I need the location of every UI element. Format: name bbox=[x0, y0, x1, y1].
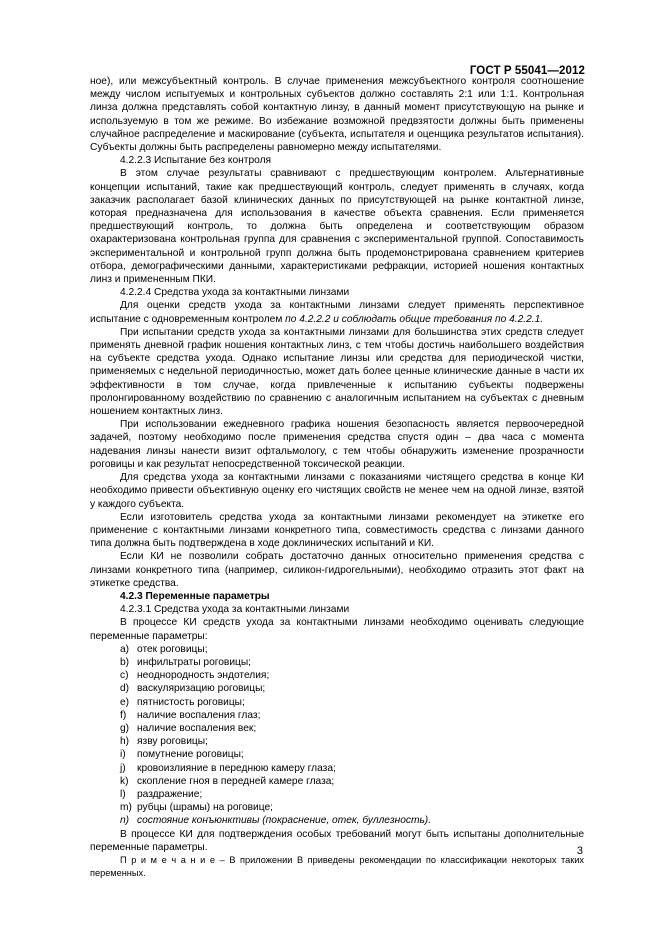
section-heading-4231: 4.2.3.1 Средства ухода за контактными линзами bbox=[120, 604, 350, 616]
paragraph-care-products bbox=[90, 299, 584, 325]
document-body bbox=[90, 75, 584, 879]
paragraph-additional-variables: В процессе КИ для подтверждения особых требований могут быть испытаны дополнительные переменные параметры. bbox=[90, 828, 584, 853]
list-item-text: рубцы (шрамы) на роговице; bbox=[137, 802, 273, 814]
list-marker: e) bbox=[120, 696, 130, 708]
paragraph-manufacturer-label: Если изготовитель средства ухода за контактными линзами рекомендует на этикетке его применение с контактными линзами конкретного типа, совместимость средства с линзами данного типа должна быть подтверждена в ходе доклинических испытаний и КИ. bbox=[90, 511, 584, 550]
note-text: – В приложении В приведены рекомендации по классификации некоторых таких переменных. bbox=[90, 854, 584, 878]
paragraph-continuation: ное), или межсубъектный контроль. В случае применения межсубъектного контроля соотношение между числом испытуемых и контрольных субъектов должно составлять 2:1 или 1:1. Контрольная линза должна представлять собой контактную линзу, в данный момент присутствующую на рынке и используемую в том же режиме. Во избежание возможной предвзятости должны быть применены случайное распределение и маскирование (субъекта, испытателя и оценщика результатов испытания). Субъекты должны быть распределены равномерно между испытателями. bbox=[90, 76, 584, 154]
list-marker: k) bbox=[120, 775, 129, 787]
section-heading-4223: 4.2.2.3 Испытание без контроля bbox=[120, 155, 272, 167]
list-marker: n) bbox=[120, 815, 130, 827]
section-heading-4224: 4.2.2.4 Средства ухода за контактными линзами bbox=[120, 287, 350, 299]
paragraph-daily-wear-safety: При использовании ежедневного графика ношения безопасность является первоочередной задачей, поэтому необходимо после применения средства спустя один – два часа с момента надевания линзы нанести визит офтальмологу, с тем чтобы обнаружить изменение прозрачности роговицы и как результат непосредственной токсической реакции. bbox=[90, 419, 584, 470]
page-number: 3 bbox=[576, 845, 583, 857]
list-marker: d) bbox=[120, 683, 130, 695]
section-heading-423: 4.2.3 Переменные параметры bbox=[120, 590, 270, 602]
list-item-text: наличие воспаления глаз; bbox=[137, 709, 261, 721]
list-item bbox=[90, 669, 584, 682]
list-marker: f) bbox=[120, 709, 127, 721]
paragraph-no-control: В этом случае результаты сравнивают с предшествующим контролем. Альтернативные концепции испытаний, такие как предшествующий контроль, следует применять в случаях, когда заказчик располагает базой клинических данных по присутствующей на рынке контактной линзе, которая предназначена для использования в качестве объекта сравнения. Если применяется предшествующий контроль, то должна быть определена и соответствующим образом охарактеризована контрольная группа для сравнения с экспериментальной группой. Сопоставимость экспериментальной и контрольной групп должна быть продемонстрирована сравнением критериев отбора, демографическими данными, характеристиками рефракции, историей ношения контактных линз и примененным ПКИ. bbox=[90, 168, 584, 286]
list-marker: a) bbox=[120, 643, 130, 655]
paragraph-insufficient-data: Если КИ не позволили собрать достаточно данных относительно применения средства с линзами конкретного типа (например, силикон-гидрогельными), необходимо отразить этот факт на этикетке средства. bbox=[90, 551, 584, 589]
list-marker: h) bbox=[120, 736, 130, 748]
list-item bbox=[90, 656, 584, 669]
list-item-text: инфильтраты роговицы; bbox=[137, 656, 252, 668]
paragraph-care-products-text: Для оценки средств ухода за контактными линзами следует применять перспективное испытание с одновременным контролем bbox=[90, 300, 584, 325]
list-marker: g) bbox=[120, 722, 130, 734]
list-item bbox=[90, 814, 584, 827]
list-item-text: неоднородность эндотелия; bbox=[137, 670, 270, 682]
list-item-text: кровоизлияние в переднюю камеру глаза; bbox=[137, 762, 336, 774]
list-marker: j) bbox=[120, 762, 126, 774]
list-item bbox=[90, 735, 584, 748]
list-item bbox=[90, 682, 584, 695]
list-marker: m) bbox=[120, 802, 132, 814]
list-item-text: наличие воспаления век; bbox=[137, 722, 257, 734]
list-item-text: состояние конъюнктивы (покраснение, отек, буллезность). bbox=[137, 815, 432, 827]
paragraph-care-products-reference: по 4.2.2.2 и соблюдать общие требования по 4.2.2.1. bbox=[285, 313, 544, 325]
paragraph-cleaning-assessment: Для средства ухода за контактными линзами с показаниями чистящего средства в конце КИ необходимо привести объективную оценку его чистящих свойств не менее чем на одной линзе, взятой у каждого субъекта. bbox=[90, 472, 584, 510]
list-item-text: скопление гноя в передней камере глаза; bbox=[137, 775, 335, 787]
paragraph-testing-schedule: При испытании средств ухода за контактными линзами для большинства этих средств следует применять дневной график ношения контактных линз, с тем чтобы достичь наибольшего воздействия на субъекте средства ухода. Однако испытание линзы или средства для периодической чистки, применяемых с недельной периодичностью, может дать более ценные клинические данные в части их эффективности в том случае, когда привлеченные к испытанию субъекты подвержены пролонгированному воздействию по сравнению с аналогичным испытанием на субъектах с дневным ношением контактных линз. bbox=[90, 326, 584, 418]
list-item bbox=[90, 775, 584, 788]
note-label: П р и м е ч а н и е bbox=[120, 854, 215, 865]
list-item bbox=[90, 722, 584, 735]
list-item bbox=[90, 801, 584, 814]
variables-list bbox=[90, 643, 584, 828]
paragraph-variables-intro: В процессе КИ средств ухода за контактными линзами необходимо оценивать следующие переменные параметры: bbox=[90, 617, 584, 642]
list-item-text: пятнистость роговицы; bbox=[137, 696, 245, 708]
list-item bbox=[90, 709, 584, 722]
list-item bbox=[90, 748, 584, 761]
list-marker: i) bbox=[120, 749, 126, 761]
list-item-text: отек роговицы; bbox=[137, 643, 208, 655]
list-item-text: помутнение роговицы; bbox=[137, 749, 244, 761]
list-marker: l) bbox=[120, 788, 126, 800]
list-marker: b) bbox=[120, 656, 130, 668]
list-item-text: язву роговицы; bbox=[137, 736, 208, 748]
document-header: ГОСТ Р 55041—2012 bbox=[469, 65, 585, 77]
list-item bbox=[90, 762, 584, 775]
note bbox=[90, 854, 584, 879]
list-item bbox=[90, 788, 584, 801]
list-marker: c) bbox=[120, 670, 129, 682]
list-item-text: раздражение; bbox=[137, 788, 203, 800]
list-item-text: васкуляризацию роговицы; bbox=[137, 683, 266, 695]
list-item bbox=[90, 696, 584, 709]
list-item bbox=[90, 643, 584, 656]
